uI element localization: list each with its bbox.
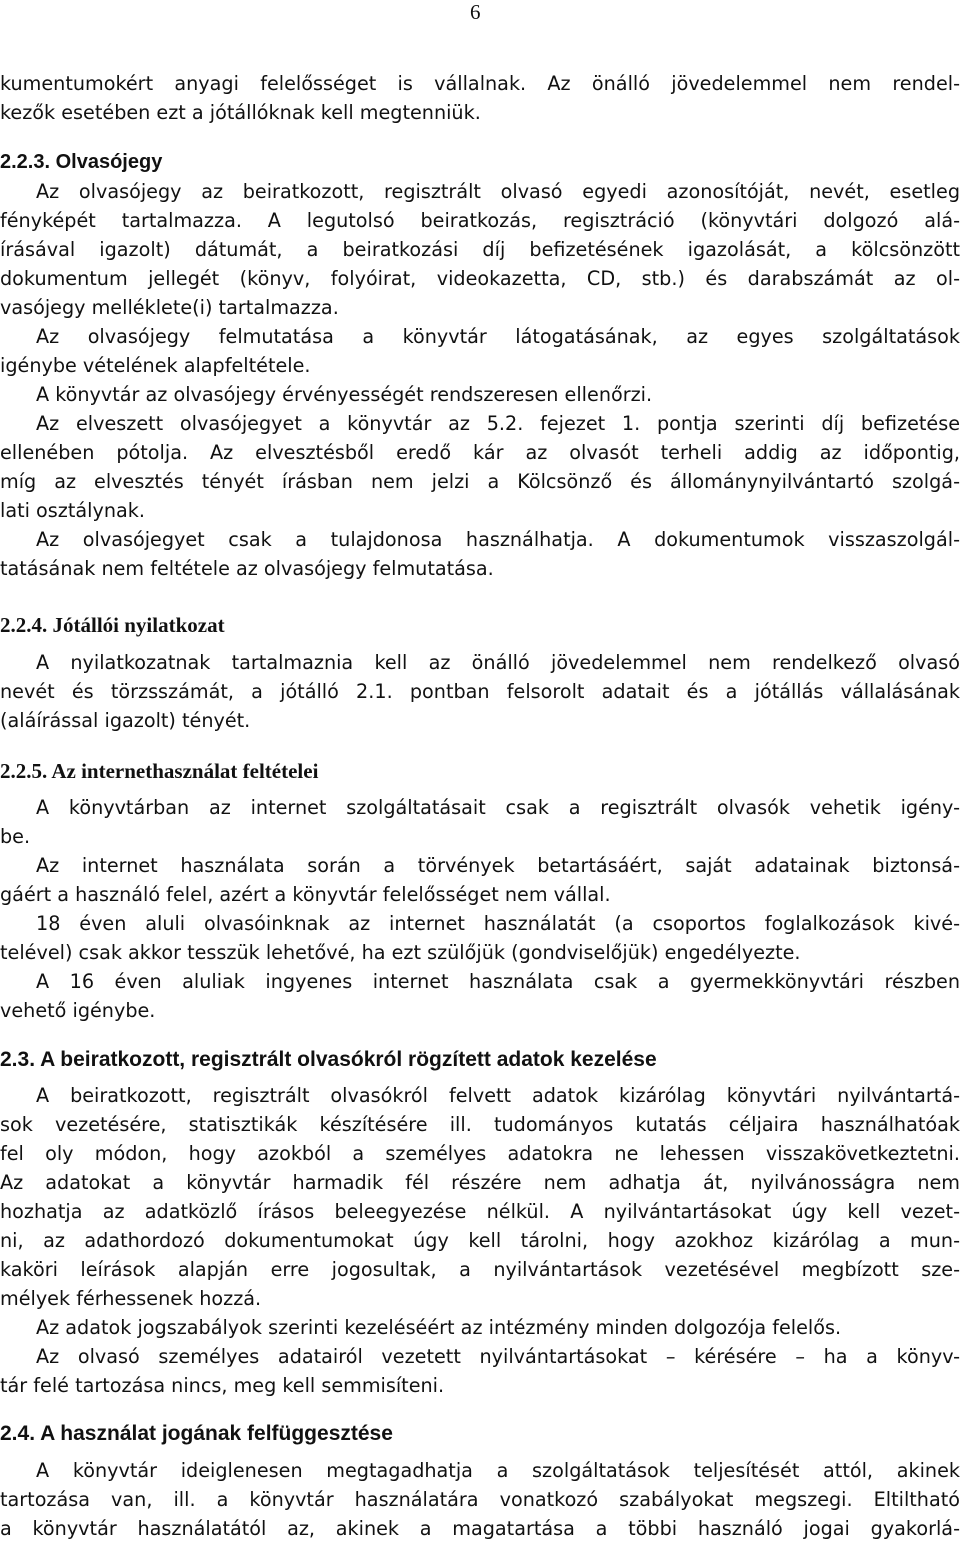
page-number: 6 (470, 0, 481, 24)
text-line: nevét és törzsszámát, a jótálló 2.1. pontban felsorolt adatait és a jótállás vállalásának (0, 680, 960, 703)
text-line: írásával igazolt) dátumát, a beiratkozási díj befizetésének igazolását, a kölcsönzött (0, 238, 960, 261)
text-line: Az olvasójegy az beiratkozott, regisztrált olvasó egyedi azonosítóját, nevét, esetleg (36, 180, 960, 203)
text-line: Az olvasó személyes adatairól vezetett nyilvántartásokat – kérésére – ha a könyv- (36, 1345, 960, 1368)
text-line: A beiratkozott, regisztrált olvasókról felvett adatok kizárólag könyvtári nyilvántartá- (36, 1084, 960, 1107)
text-line: tartozása van, ill. a könyvtár használatára vonatkozó szabályokat megszegi. Eltiltható (0, 1488, 960, 1511)
text-line: kumentumokért anyagi felelősséget is vállalnak. Az önálló jövedelemmel nem rendel- (0, 72, 960, 95)
section-heading: 2.3. A beiratkozott, regisztrált olvasókról rögzített adatok kezelése (0, 1048, 657, 1071)
text-line: míg az elvesztés tényét írásban nem jelzi a Kölcsönző és állománynyilvántartó szolgá- (0, 470, 960, 493)
text-line: igénybe vételének alapfeltétele. (0, 354, 311, 377)
text-line: ni, az adathordozó dokumentumokat úgy kell tárolni, hogy azokhoz kizárólag a mun- (0, 1229, 960, 1252)
text-line: telével) csak akkor tesszük lehetővé, ha ezt szülőjük (gondviselőjük) engedélyezte. (0, 941, 801, 964)
text-line: 18 éven aluli olvasóinknak az internet használatát (a csoportos foglalkozások kivé- (36, 912, 960, 935)
text-line: A könyvtár az olvasójegy érvényességét rendszeresen ellenőrzi. (36, 383, 653, 406)
text-line: A könyvtárban az internet szolgáltatásait csak a regisztrált olvasók vehetik igény- (36, 796, 960, 819)
text-line: A 16 éven aluliak ingyenes internet használata csak a gyermekkönyvtári részben (36, 970, 960, 993)
text-line: lati osztálynak. (0, 499, 145, 522)
section-heading: 2.2.3. Olvasójegy (0, 151, 163, 173)
text-line: tár felé tartozása nincs, meg kell semmisíteni. (0, 1374, 445, 1397)
text-line: Az adatokat a könyvtár harmadik fél részére nem adhatja át, nyilvánosságra nem (0, 1171, 960, 1194)
text-line: fényképét tartalmazza. A legutolsó beiratkozás, regisztráció (könyvtári dolgozó alá- (0, 209, 960, 232)
text-line: A könyvtár ideiglenesen megtagadhatja a szolgáltatások teljesítését attól, akinek (36, 1459, 960, 1482)
text-line: vehető igénybe. (0, 999, 156, 1022)
text-line: mélyek férhessenek hozzá. (0, 1287, 262, 1310)
text-line: Az adatok jogszabályok szerinti kezeléséért az intézmény minden dolgozója felelős. (36, 1316, 842, 1339)
section-heading: 2.2.4. Jótállói nyilatkozat (0, 613, 225, 637)
section-heading: 2.2.5. Az internethasználat feltételei (0, 759, 319, 783)
text-line: ellenében pótolja. Az elvesztésből eredő kár az olvasót terheli addig az időpontig, (0, 441, 960, 464)
text-line: fel oly módon, hogy azokból a személyes adatokra ne lehessen visszakövetkeztetni. (0, 1142, 960, 1165)
text-line: Az olvasójegyet csak a tulajdonosa használhatja. A dokumentumok visszaszolgál- (36, 528, 960, 551)
text-line: a könyvtár használatától az, akinek a magatartása a többi használó jogai gyakorlá- (0, 1517, 960, 1540)
text-line: Az elveszett olvasójegyet a könyvtár az 5.2. fejezet 1. pontja szerinti díj befizetése (36, 412, 960, 435)
text-line: kezők esetében ezt a jótállóknak kell megtenniük. (0, 101, 481, 124)
text-line: be. (0, 825, 31, 848)
text-line: A nyilatkozatnak tartalmaznia kell az önálló jövedelemmel nem rendelkező olvasó (36, 651, 960, 674)
text-line: Az olvasójegy felmutatása a könyvtár látogatásának, az egyes szolgáltatások (36, 325, 960, 348)
text-line: dokumentum jellegét (könyv, folyóirat, videokazetta, CD, stb.) és darabszámát az ol- (0, 267, 960, 290)
text-line: Az internet használata során a törvények betartásáért, saját adatainak biztonsá- (36, 854, 960, 877)
text-line: (aláírással igazolt) tényét. (0, 709, 251, 732)
text-line: kaköri leírások alapján erre jogosultak, a nyilvántartások vezetésével megbízott sze- (0, 1258, 960, 1281)
text-line: sok vezetésére, statisztikák készítésére ill. tudományos kutatás céljaira használhatóak (0, 1113, 960, 1136)
text-line: gáért a használó felel, azért a könyvtár felelősséget nem vállal. (0, 883, 611, 906)
text-line: vasójegy melléklete(i) tartalmazza. (0, 296, 339, 319)
text-line: hozhatja az adatközlő írásos beleegyezése nélkül. A nyilvántartásokat úgy kell vezet- (0, 1200, 960, 1223)
text-line: tatásának nem feltétele az olvasójegy felmutatása. (0, 557, 494, 580)
section-heading: 2.4. A használat jogának felfüggesztése (0, 1422, 393, 1445)
